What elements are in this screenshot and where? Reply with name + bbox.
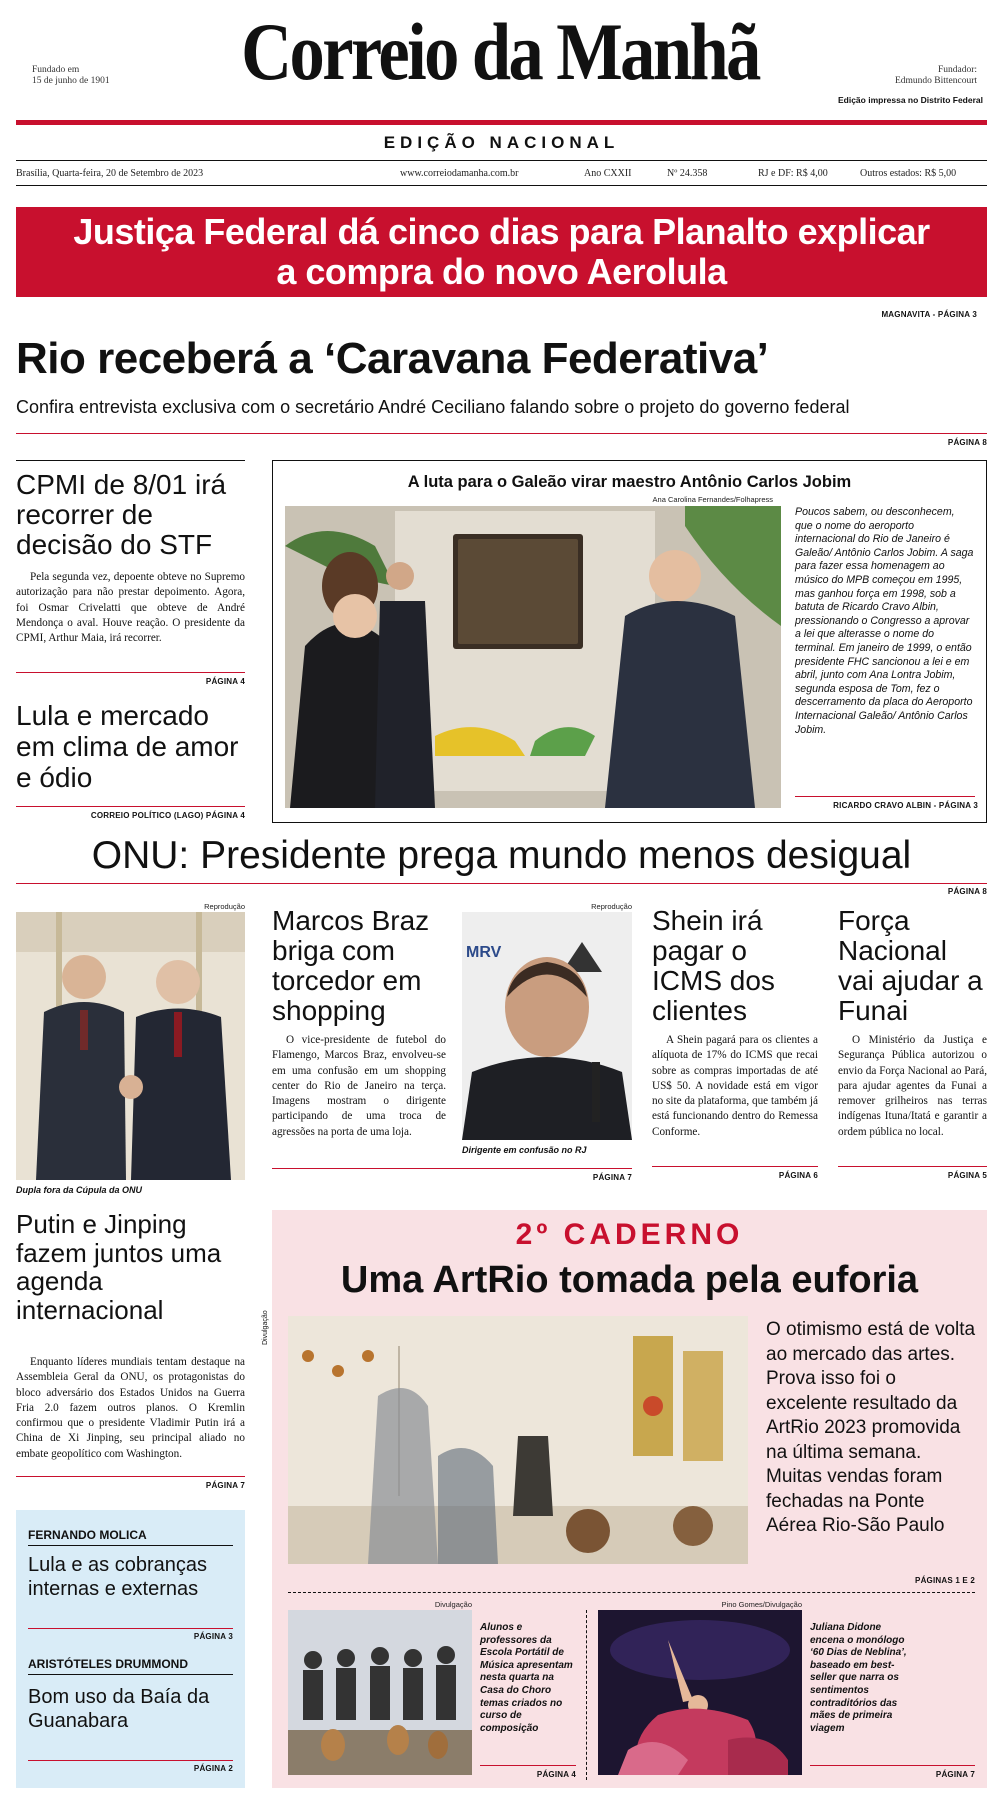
column-1-page-rule	[28, 1628, 233, 1629]
top-banner[interactable]	[16, 207, 987, 297]
item1-page-ref: PÁGINA 4	[536, 1770, 576, 1779]
putin-body: Enquanto líderes mundiais tentam destaque na Assembleia Geral da ONU, os protagonistas do bloco adversário dos Estados Unidos na Guerra Fria 2.0 fazem outros planos. O Kremlin confirmou que o presidente Vladimir Putin irá a China de Xi Jinping, seu principal aliado no embate geopolítico com Washington.	[16, 1356, 245, 1460]
info-rule	[16, 185, 987, 186]
top-banner-page-ref: MAGNAVITA - PÁGINA 3	[881, 310, 977, 319]
cpmi-body: Pela segunda vez, depoente obteve no Supremo autorização para não prestar depoimento. Agora, foi Osmar Crivelatti que obteve de André Mendonça o aval. Houve reação. O presidente da CPMI, Arthur Maia, irá recorrer.	[16, 571, 245, 645]
lula-mercado-headline[interactable]: Lula e mercado em clima de amor e ódio	[16, 700, 239, 793]
putin-photo[interactable]	[16, 912, 245, 1180]
column-1-title[interactable]: Lula e as cobranças internas e externas	[28, 1554, 208, 1600]
founder-note	[895, 65, 977, 87]
shein-headline[interactable]: Shein irá pagar o ICMS dos clientes	[652, 905, 775, 1026]
putin-photo-art	[16, 912, 245, 1180]
column-2-author: ARISTÓTELES DRUMMOND	[28, 1657, 188, 1671]
galeao-page-ref: RICARDO CRAVO ALBIN - PÁGINA 3	[833, 801, 978, 810]
edition-rule	[16, 160, 987, 161]
column-1-rule	[28, 1545, 233, 1546]
onu-page-ref: PÁGINA 8	[947, 887, 987, 896]
item2-page-ref: PÁGINA 7	[935, 1770, 975, 1779]
founder-name: Edmundo Bittencourt	[894, 76, 977, 86]
caderno-dotted-rule	[288, 1592, 975, 1593]
price-rj-df: RJ e DF: R$ 4,00	[758, 168, 828, 179]
braz-photo[interactable]	[462, 912, 632, 1140]
caravana-rule	[16, 433, 987, 434]
artrio-photo-art	[288, 1316, 748, 1564]
forca-page-ref: PÁGINA 5	[947, 1171, 987, 1180]
item2-rule	[810, 1765, 975, 1766]
putin-rule	[16, 1476, 245, 1477]
caravana-subhead: Confira entrevista exclusiva com o secretário André Ceciliano falando sobre o projeto do governo federal	[16, 397, 850, 417]
onu-headline[interactable]: ONU: Presidente prega mundo menos desigual	[91, 834, 912, 877]
onu-rule	[16, 883, 987, 884]
column-2-title[interactable]: Bom uso da Baía da Guanabara	[28, 1686, 210, 1732]
column-1-page-ref: PÁGINA 3	[193, 1632, 233, 1641]
forca-headline[interactable]: Força Nacional vai ajudar a Funai	[838, 905, 983, 1026]
shein-body: A Shein pagará para os clientes a alíquota de 17% do ICMS que recai sobre as compras importadas de até US$ 50. A novidade está em vigor no site da plataforma, que também já está funcionando dentro do Remessa Conforme.	[652, 1034, 818, 1138]
column-2-rule	[28, 1674, 233, 1675]
founder-label: Fundador:	[937, 65, 977, 75]
caderno-headline[interactable]: Uma ArtRio tomada pela euforia	[340, 1259, 919, 1301]
top-banner-headline: Justiça Federal dá cinco dias para Planalto explicar a compra do novo Aerolula	[73, 211, 930, 292]
column-2-page-rule	[28, 1760, 233, 1761]
masthead	[0, 0, 1003, 120]
braz-headline[interactable]: Marcos Braz briga com torcedor em shopping	[272, 905, 430, 1026]
caderno-panel	[262, 1210, 987, 1788]
cpmi-page-ref: PÁGINA 4	[205, 677, 245, 686]
choro-photo-art	[288, 1610, 472, 1775]
didone-photo[interactable]	[598, 1610, 802, 1775]
founded-note	[32, 65, 110, 87]
cpmi-rule	[16, 672, 245, 673]
columns-panel	[16, 1510, 245, 1788]
item2-credit: Pino Gomes/Divulgação	[721, 1600, 802, 1609]
cpmi-top-rule	[16, 460, 245, 461]
info-bar	[16, 168, 987, 182]
shein-rule	[652, 1166, 818, 1167]
putin-photo-caption: Dupla fora da Cúpula da ONU	[16, 1185, 143, 1195]
putin-photo-credit: Reprodução	[204, 902, 245, 911]
date: Brasília, Quarta-feira, 20 de Setembro de 2023	[16, 168, 204, 179]
lula-mercado-rule	[16, 806, 245, 807]
item2-caption: Juliana Didone encena o monólogo ‘60 Dias de Neblina’, baseado em best-seller que narra os sentimentos contraditórios das mães de primeira viagem	[810, 1622, 907, 1734]
braz-photo-credit: Reprodução	[591, 902, 632, 911]
caderno-divider	[586, 1610, 587, 1780]
svg-text:MRV: MRV	[466, 944, 502, 961]
caderno-page-ref: PÁGINAS 1 E 2	[915, 1576, 975, 1585]
column-2-page-ref: PÁGINA 2	[193, 1764, 233, 1773]
braz-photo-caption: Dirigente em confusão no RJ	[462, 1145, 587, 1155]
putin-page-ref: PÁGINA 7	[205, 1481, 245, 1490]
choro-photo[interactable]	[288, 1610, 472, 1775]
website-link[interactable]: www.correiodamanha.com.br	[400, 168, 519, 179]
founded-line2: 15 de junho de 1901	[32, 76, 110, 86]
braz-photo-art	[462, 912, 632, 1140]
year: Ano CXXII	[584, 168, 632, 179]
caravana-headline[interactable]: Rio receberá a ‘Caravana Federativa’	[16, 334, 769, 383]
caderno-photo-credit: Divulgação	[262, 1310, 269, 1345]
price-other: Outros estados: R$ 5,00	[860, 168, 957, 179]
edition-label: EDIÇÃO NACIONAL	[383, 133, 620, 152]
didone-photo-art	[598, 1610, 802, 1775]
galeao-headline[interactable]: A luta para o Galeão virar maestro Antônio Carlos Jobim	[407, 473, 852, 491]
cpmi-headline[interactable]: CPMI de 8/01 irá recorrer de decisão do STF	[16, 469, 227, 560]
braz-page-ref: PÁGINA 7	[592, 1173, 632, 1182]
galeao-credit: Ana Carolina Fernandes/Folhapress	[652, 495, 773, 504]
galeao-rule	[795, 796, 975, 797]
masthead-rule	[16, 120, 987, 125]
item1-credit: Divulgação	[434, 1600, 472, 1609]
shein-page-ref: PÁGINA 6	[778, 1171, 818, 1180]
item1-rule	[480, 1765, 576, 1766]
galeao-photo[interactable]	[285, 506, 781, 808]
newspaper-title[interactable]: Correio da Manhã	[241, 6, 759, 97]
lula-mercado-page-ref: CORREIO POLÍTICO (LAGO) PÁGINA 4	[90, 811, 245, 820]
galeao-photo-art	[285, 506, 781, 808]
founded-line1: Fundado em	[32, 65, 80, 75]
item1-caption: Alunos e professores da Escola Portátil de Música apresentam nesta quarta na Casa do Choro temas criados no curso de composição	[480, 1622, 573, 1734]
caderno-label[interactable]: 2º CADERNO	[515, 1218, 744, 1251]
caravana-page-ref: PÁGINA 8	[947, 438, 987, 447]
forca-body: O Ministério da Justiça e Segurança Pública autorizou o envio da Força Nacional ao Pará, para ajudar agentes da Funai a remover grilheiros nas terras indígenas Ituna/Itatá e garantir a ordem pública no local.	[838, 1034, 987, 1138]
putin-headline[interactable]: Putin e Jinping fazem juntos uma agenda internacional	[16, 1209, 222, 1325]
braz-rule	[272, 1168, 632, 1169]
printed-edition-note: Edição impressa no Distrito Federal	[837, 95, 983, 105]
column-1-author: FERNANDO MOLICA	[28, 1528, 147, 1542]
galeao-body: Poucos sabem, ou desconhecem, que o nome do aeroporto internacional do Rio de Janeiro é Galeão/ Antônio Carlos Jobim. A saga para fazer essa homenagem ao músico do MPB começou em 1995, mas ganhou força em 1998, sob a batuta de Ricardo Cravo Albin, pressionando o Congresso a aprovar a lei que alterasse o nome do terminal. Em janeiro de 1999, o então presidente FHC sancionou a lei e em abril, junto com Ana Lontra Jobim, segunda esposa de Tom, fez o descerramento da placa do Aeroporto Internacional Galeão/ Antônio Carlos Jobim.	[795, 506, 974, 736]
issue-number: Nº 24.358	[667, 168, 708, 179]
caderno-body: O otimismo está de volta ao mercado das artes. Prova isso foi o excelente resultado da ArtRio 2023 promovida na última semana. Muitas vendas foram fechadas na Ponte Aérea Rio-São Paulo	[766, 1319, 976, 1536]
artrio-photo[interactable]	[288, 1316, 748, 1564]
braz-body: O vice-presidente de futebol do Flamengo, Marcos Braz, envolveu-se em uma confusão em um shopping center do Rio de Janeiro na terça. Imagens mostram o dirigente participando de uma troca de agressões na porta de uma loja.	[272, 1034, 446, 1138]
galeao-box	[272, 460, 987, 823]
forca-rule	[838, 1166, 987, 1167]
